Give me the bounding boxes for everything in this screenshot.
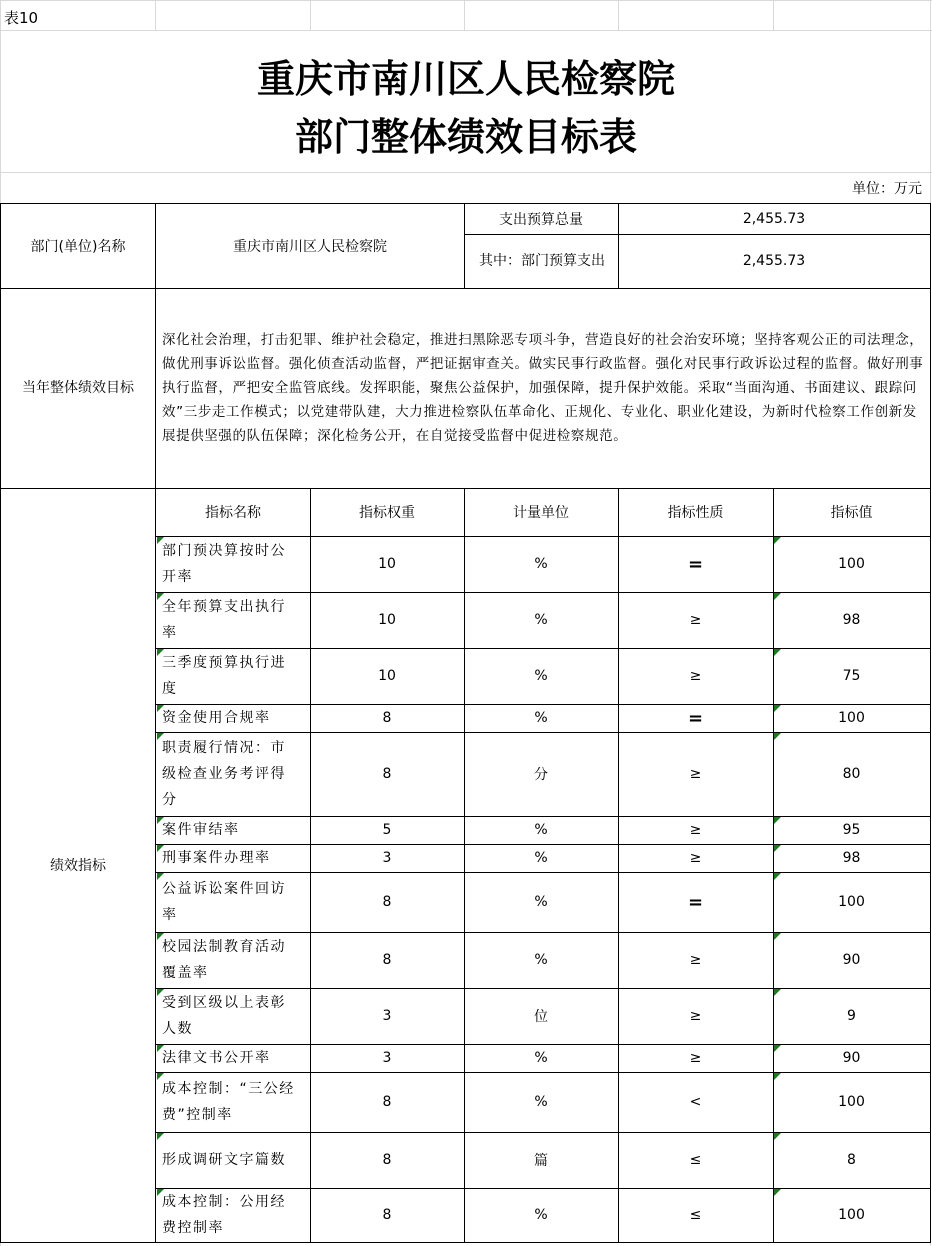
cell-marker-icon <box>157 649 164 656</box>
page-title <box>0 48 932 103</box>
table-border <box>618 488 619 1242</box>
indicator-value: 100 <box>838 894 865 910</box>
table-border <box>155 844 930 845</box>
indicator-value: 100 <box>838 1094 865 1110</box>
indicator-name: 形成调研文字篇数 <box>162 1152 286 1168</box>
indicator-weight: 10 <box>378 612 396 628</box>
page-subtitle <box>0 106 932 161</box>
indicator-weight: 8 <box>382 894 392 910</box>
goal-label: 当年整体绩效目标 <box>22 380 134 396</box>
indicator-value: 95 <box>842 822 861 838</box>
indicator-nature: = <box>687 553 704 575</box>
indicator-nature: = <box>687 707 704 729</box>
column-header: 计量单位 <box>513 505 569 521</box>
indicator-value: 100 <box>838 1207 865 1223</box>
cell-marker-icon <box>157 817 164 824</box>
table-border <box>0 288 931 289</box>
indicator-unit: % <box>534 612 548 628</box>
indicator-unit: % <box>534 1050 548 1066</box>
cell-marker-icon <box>774 649 781 656</box>
table-border <box>155 203 156 1243</box>
table-border <box>773 488 774 1242</box>
budget-dept-value: 2,455.73 <box>742 253 806 269</box>
table-border <box>464 488 465 1242</box>
indicator-name: 职责履行情况：市级检查业务考评得分 <box>162 740 286 808</box>
indicator-value: 100 <box>838 710 865 726</box>
indicator-weight: 8 <box>382 710 392 726</box>
indicator-name: 受到区级以上表彰人数 <box>162 995 286 1037</box>
table-border <box>310 488 311 1242</box>
table-number: 表10 <box>4 9 39 27</box>
indicator-nature: ≥ <box>689 668 702 684</box>
indicator-nature: ≥ <box>689 1008 702 1024</box>
indicator-unit: 篇 <box>534 1153 548 1169</box>
indicator-nature: ≥ <box>689 850 702 866</box>
indicator-weight: 10 <box>378 668 396 684</box>
table-border <box>0 488 931 489</box>
cell-marker-icon <box>157 1133 164 1140</box>
cell-marker-icon <box>774 1073 781 1080</box>
indicator-value: 90 <box>842 952 861 968</box>
indicator-nature: ≤ <box>689 1152 702 1168</box>
indicator-unit: % <box>534 556 548 572</box>
cell-marker-icon <box>157 1189 164 1196</box>
cell-marker-icon <box>157 537 164 544</box>
cell-marker-icon <box>774 873 781 880</box>
indicator-name: 部门预决算按时公开率 <box>162 543 286 585</box>
cell-marker-icon <box>774 933 781 940</box>
indicator-value: 100 <box>838 556 865 572</box>
table-border-bottom <box>0 1242 931 1243</box>
indicator-unit: 位 <box>534 1009 548 1025</box>
cell-marker-icon <box>157 705 164 712</box>
indicator-nature: ≥ <box>689 822 702 838</box>
cell-marker-icon <box>774 989 781 996</box>
cell-marker-icon <box>157 989 164 996</box>
cell-marker-icon <box>157 933 164 940</box>
indicator-name: 成本控制：公用经费控制率 <box>162 1194 286 1236</box>
table-border <box>155 1188 930 1189</box>
indicator-nature: < <box>689 1094 702 1110</box>
indicator-nature: ≤ <box>689 1207 702 1223</box>
indicator-value: 75 <box>842 668 861 684</box>
table-border-left <box>0 203 1 1243</box>
table-border <box>155 988 930 989</box>
indicator-unit: % <box>534 710 548 726</box>
title-line-2: 部门整体绩效目标表 <box>294 114 637 159</box>
budget-dept-label: 其中：部门预算支出 <box>479 253 605 269</box>
indicator-value: 9 <box>847 1008 856 1024</box>
indicator-unit: % <box>534 850 548 866</box>
cell-marker-icon <box>774 537 781 544</box>
table-border <box>155 704 930 705</box>
indicator-value: 80 <box>842 766 861 782</box>
indicator-weight: 10 <box>378 556 396 572</box>
indicator-nature: ≥ <box>689 1050 702 1066</box>
indicator-name: 校园法制教育活动覆盖率 <box>162 939 286 981</box>
indicator-unit: % <box>534 668 548 684</box>
indicator-weight: 8 <box>382 1094 392 1110</box>
indicator-name: 成本控制：“三公经费”控制率 <box>162 1081 295 1123</box>
indicator-nature: ≥ <box>689 612 702 628</box>
cell-marker-icon <box>157 873 164 880</box>
table-border <box>155 1072 930 1073</box>
indicator-nature: ≥ <box>689 766 702 782</box>
cell-marker-icon <box>157 1045 164 1052</box>
column-header: 指标性质 <box>667 505 724 521</box>
cell-marker-icon <box>774 1189 781 1196</box>
indicator-weight: 8 <box>382 952 392 968</box>
indicator-unit: % <box>534 1207 548 1223</box>
indicator-value: 98 <box>842 850 861 866</box>
indicator-weight: 5 <box>382 822 392 838</box>
table-border <box>155 732 930 733</box>
table-border <box>618 203 619 288</box>
table-border-right <box>930 203 931 1243</box>
indicator-name: 资金使用合规率 <box>162 710 271 726</box>
cell-marker-icon <box>774 817 781 824</box>
indicator-weight: 8 <box>382 1207 392 1223</box>
table-border <box>464 203 465 288</box>
budget-total-label: 支出预算总量 <box>499 212 583 228</box>
cell-marker-icon <box>774 845 781 852</box>
indicator-value: 90 <box>842 1050 861 1066</box>
table-border <box>464 234 930 235</box>
cell-marker-icon <box>157 733 164 740</box>
cell-marker-icon <box>774 593 781 600</box>
cell-marker-icon <box>157 1073 164 1080</box>
indicator-weight: 8 <box>382 1152 392 1168</box>
table-border <box>155 648 930 649</box>
indicator-unit: % <box>534 894 548 910</box>
indicator-name: 三季度预算执行进度 <box>162 655 286 697</box>
indicator-weight: 8 <box>382 766 392 782</box>
indicator-weight: 3 <box>382 850 392 866</box>
budget-total-value: 2,455.73 <box>742 211 806 227</box>
cell-marker-icon <box>774 1133 781 1140</box>
indicator-value: 8 <box>847 1152 856 1168</box>
perf-label: 绩效指标 <box>50 858 106 874</box>
cell-marker-icon <box>774 733 781 740</box>
dept-value: 重庆市南川区人民检察院 <box>233 239 387 255</box>
cell-marker-icon <box>774 1045 781 1052</box>
indicator-weight: 3 <box>382 1050 392 1066</box>
column-header: 指标权重 <box>359 505 415 521</box>
dept-label: 部门(单位)名称 <box>30 239 126 255</box>
indicator-nature: = <box>687 891 704 913</box>
indicator-unit: 分 <box>534 767 548 783</box>
indicator-unit: % <box>534 822 548 838</box>
cell-marker-icon <box>774 705 781 712</box>
indicator-name: 案件审结率 <box>162 822 240 838</box>
table-border <box>155 872 930 873</box>
table-border <box>155 536 930 537</box>
indicator-value: 98 <box>842 612 861 628</box>
table-border <box>155 592 930 593</box>
indicator-unit: % <box>534 952 548 968</box>
indicator-unit: % <box>534 1094 548 1110</box>
cell-marker-icon <box>157 593 164 600</box>
indicator-name: 法律文书公开率 <box>162 1050 271 1066</box>
indicator-name: 刑事案件办理率 <box>162 850 271 866</box>
goal-text: 深化社会治理，打击犯罪、维护社会稳定，推进扫黑除恶专项斗争，营造良好的社会治安环境；坚持客观公正的司法理念，做优刑事诉讼监督。强化侦查活动监督，严把证据审查关。做实民事行政监督。强化对民事行政诉讼过程的监督。做好刑事执行监督，严把安全监管底线。发挥职能，聚焦公益保护，加强保障，提升保护效能。采取“当面沟通、书面建议、跟踪问效”三步走工作模式；以党建带队建，大力推进检察队伍革命化、正规化、专业化、职业化建设，为新时代检察工作创新发展提供坚强的队伍保障；深化检务公开，在自觉接受监督中促进检察规范。 <box>162 332 924 444</box>
column-header: 指标值 <box>830 505 873 521</box>
table-border <box>155 1044 930 1045</box>
title-line-1: 重庆市南川区人民检察院 <box>256 56 675 101</box>
table-border <box>155 932 930 933</box>
indicator-name: 全年预算支出执行率 <box>162 599 286 641</box>
table-border <box>155 816 930 817</box>
unit-label: 单位：万元 <box>852 181 922 197</box>
indicator-nature: ≥ <box>689 952 702 968</box>
column-header: 指标名称 <box>205 505 261 521</box>
indicator-name: 公益诉讼案件回访率 <box>162 881 286 923</box>
table-border <box>155 1132 930 1133</box>
table-border-top <box>0 203 931 204</box>
cell-marker-icon <box>157 845 164 852</box>
indicator-weight: 3 <box>382 1008 392 1024</box>
